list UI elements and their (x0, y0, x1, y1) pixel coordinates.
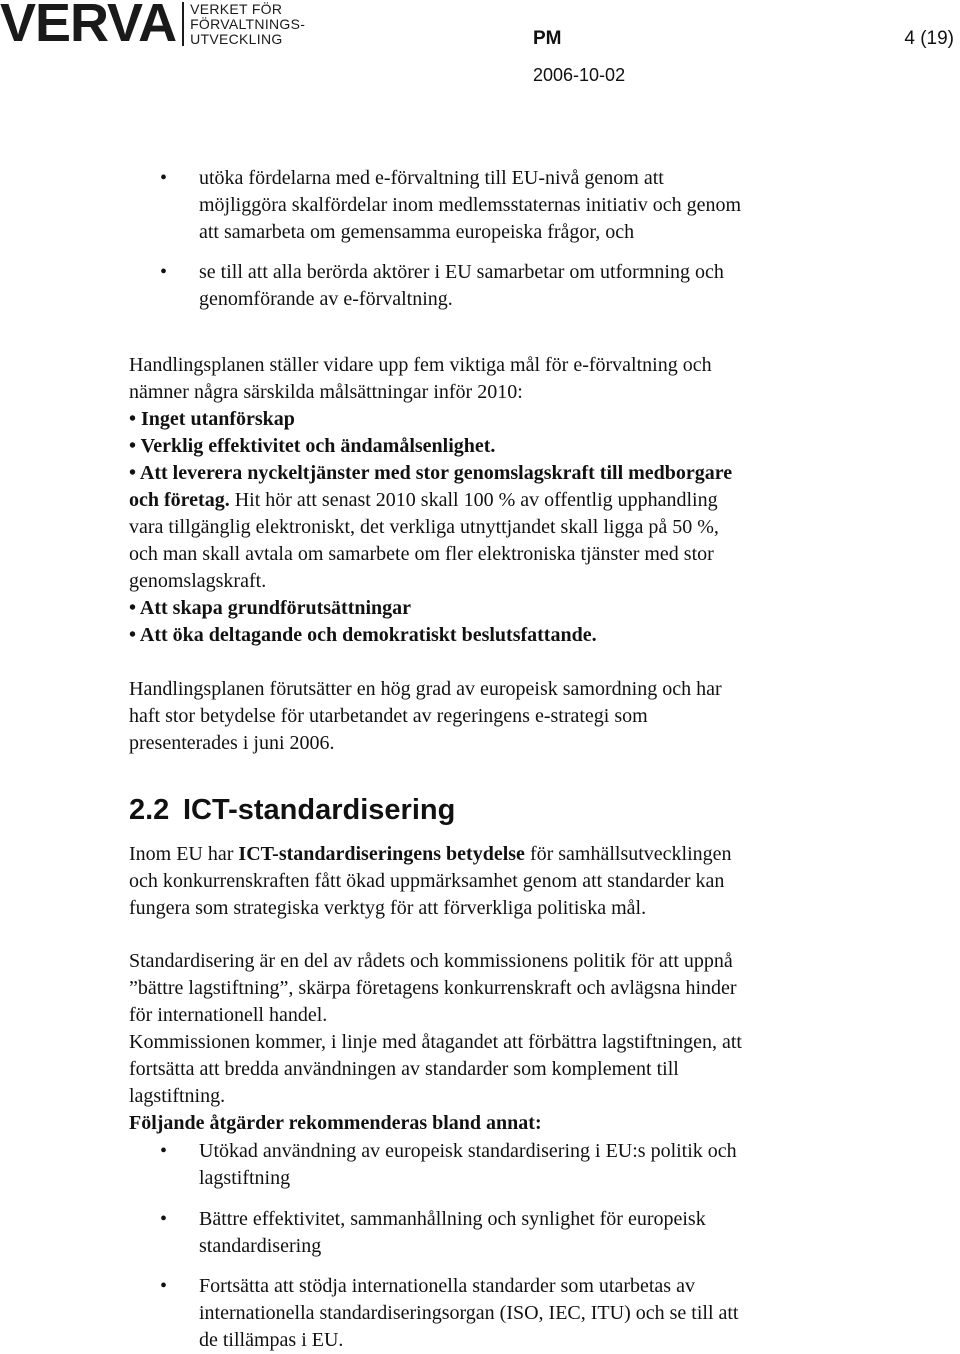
paragraph-coordination: Handlingsplanen förutsätter en hög grad av europeisk samordning och har haft stor betydelse för utarbetandet av regeringens e-strategi som presenterades i juni 2006. (129, 678, 722, 754)
bullet-icon: • (160, 1275, 168, 1297)
logo-subtitle: VERKET FÖR FÖRVALTNINGS- UTVECKLING (190, 1, 306, 47)
list-item: Bättre effektivitet, sammanhållning och synlighet för europeisk standardisering (199, 1208, 706, 1257)
doc-type: PM (533, 28, 562, 49)
list-item: Utökad användning av europeisk standardisering i EU:s politik och lagstiftning (199, 1140, 737, 1189)
section-title: ICT-standardisering (183, 794, 456, 826)
section-number: 2.2 (129, 794, 170, 826)
bullet-icon: • (160, 261, 168, 283)
goal-item: • Att skapa grundförutsättningar (129, 597, 412, 619)
bullet-icon: • (160, 1140, 168, 1162)
bullet-icon: • (160, 167, 168, 189)
list-item: utöka fördelarna med e-förvaltning till EU-nivå genom att möjliggöra skalfördelar inom medlemsstaternas initiativ och genom att samarbeta om gemensamma europeiska frågor, och (199, 167, 742, 243)
page-number: 4 (19) (904, 28, 954, 49)
verva-logo (0, 0, 305, 52)
logo-wordmark: VERVA (0, 0, 177, 53)
goal-item: • Verklig effektivitet och ändamålsenlighet. (129, 435, 496, 457)
doc-date: 2006-10-02 (533, 65, 626, 85)
section-heading (129, 792, 455, 828)
list-item: se till att alla berörda aktörer i EU samarbetar om utformning och genomförande av e-förvaltning. (199, 261, 724, 310)
paragraph-ict: Inom EU har ICT-standardiseringens betydelse för samhällsutvecklingen och konkurrenskraften fått ökad uppmärksamhet genom att standarder kan fungera som strategiska verktyg för att förverkliga politiska mål. (129, 843, 732, 919)
list-item: Fortsätta att stödja internationella standarder som utarbetas av internationella standardiseringsorgan (ISO, IEC, ITU) och se till att de tillämpas i EU. (199, 1275, 739, 1351)
bullet-icon: • (160, 1208, 168, 1230)
logo-divider (182, 2, 184, 46)
paragraph-goals: Handlingsplanen ställer vidare upp fem viktiga mål för e-förvaltning och nämner några särskilda målsättningar inför 2010: • Inget utanförskap • Verklig effektivitet och ändamålsenlighet. • Att leverera nyckeltjänster med stor genomslagskraft till medborgare och företag. Hit hör att senast 2010 skall 100 % av offentlig upphandling vara tillgänglig elektroniskt, det verkliga utnyttjandet skall ligga på 50 %, och man skall avtala om samarbete om fler elektroniska tjänster med stor genomslagskraft. • Att skapa grundförutsättningar • Att öka deltagande och demokratiskt beslutsfattande. (129, 352, 859, 649)
goal-item: • Inget utanförskap (129, 408, 295, 430)
goal-item: • Att leverera nyckeltjänster med stor genomslagskraft till medborgare (129, 462, 733, 484)
goal-item: • Att öka deltagande och demokratiskt beslutsfattande. (129, 624, 597, 646)
paragraph-standardisation: Standardisering är en del av rådets och kommissionens politik för att uppnå ”bättre lagstiftning”, skärpa företagens konkurrenskraft och avlägsna hinder för internationell handel. Kommissionen kommer, i linje med åtagandet att förbättra lagstiftningen, att fortsätta att bredda användningen av standarder som komplement till lagstiftning. Följande åtgärder rekommenderas bland annat: (129, 948, 859, 1137)
recommendations-heading: Följande åtgärder rekommenderas bland annat: (129, 1112, 542, 1134)
